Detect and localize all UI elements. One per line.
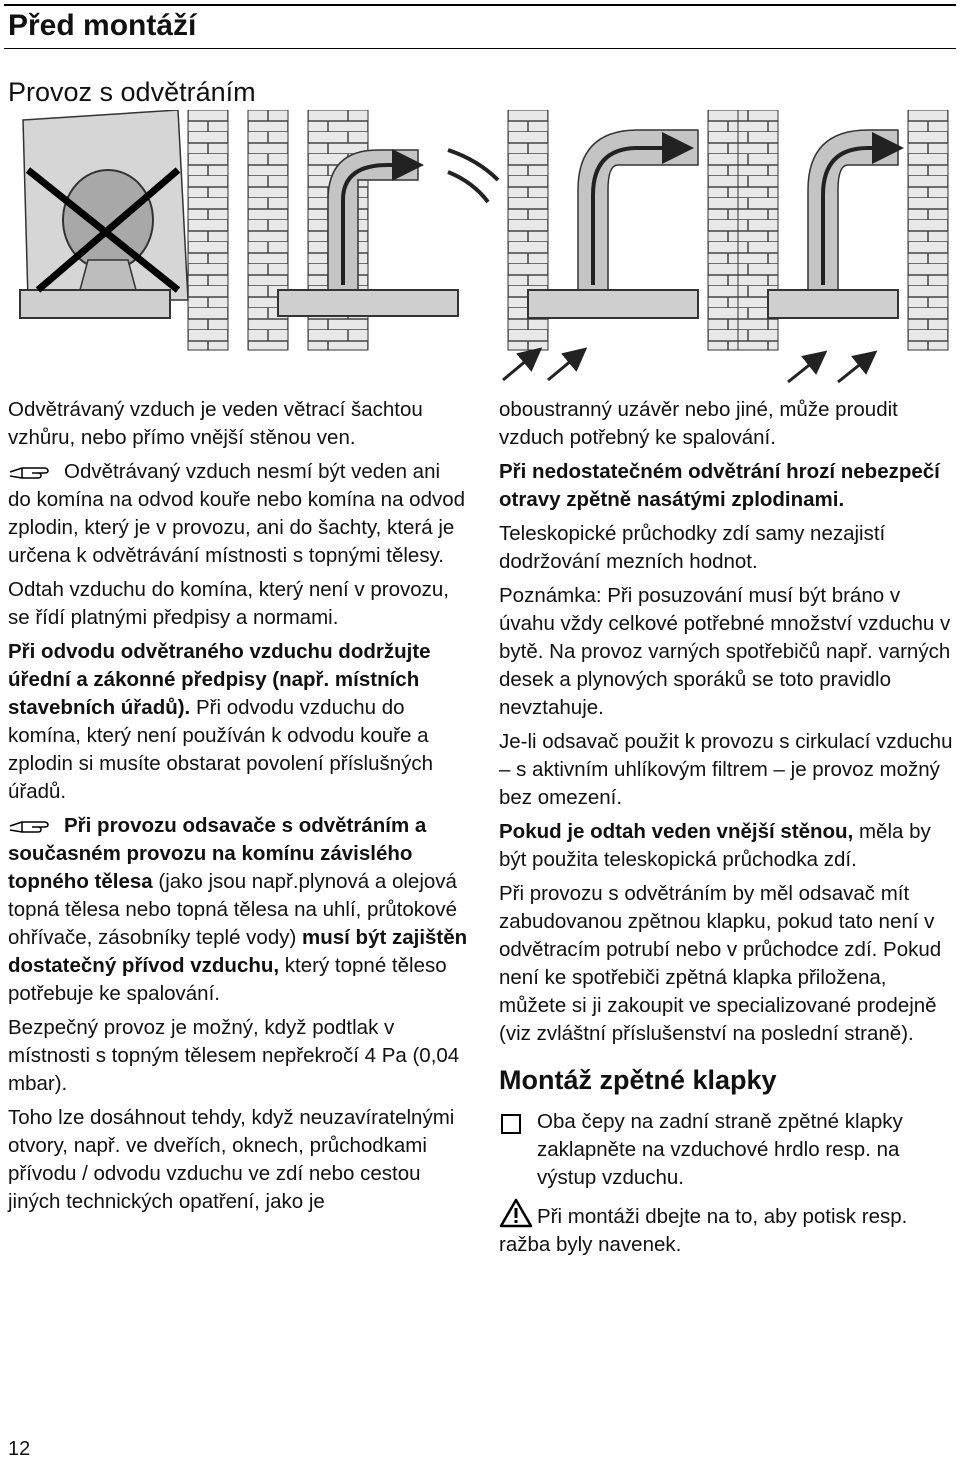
panel-wall-exit [278,110,498,350]
bold-paragraph: Při nedostatečném odvětrání hrozí nebezpečí otravy zpětně nasátými zplodinami. [499,460,940,511]
section-title: Provoz s odvětráním [8,77,256,107]
paragraph-text: který topné těleso potřebuje ke spalování. [8,954,447,1005]
top-rule [4,4,956,6]
right-column [499,396,954,1265]
panel-shaft-up [738,110,948,382]
paragraph-text: měla by být použita teleskopická průchodka zdí. [499,820,931,871]
bold-text: Pokud je odtah veden vnější stěnou, [499,820,854,843]
paragraph: Bezpečný provoz je možný, když podtlak v místnosti s topným tělesem nepřekročí 4 Pa (0,04 mbar). [8,1016,460,1095]
paragraph: Je-li odsavač použit k provozu s cirkulací vzduchu – s aktivním uhlíkovým filtrem – je provoz možný bez omezení. [499,730,953,809]
paragraph: Toho lze dosáhnout tehdy, když neuzavíratelnými otvory, např. ve dveřích, oknech, průchodkami přívodu / odvodu vzduchu ve zdí nebo cestou jiných technických opatření, jako je [8,1106,455,1213]
paragraph: Odtah vzduchu do komína, který není v provozu, se řídí platnými předpisy a normami. [8,578,449,629]
bold-text: Při odvodu odvětraného vzduchu dodržujte úřední a zákonné předpisy (např. místních stavebních úřadů). [8,640,431,719]
paragraph [499,818,954,874]
pointing-hand-icon [8,816,52,836]
paragraph-text: Při odvodu vzduchu do komína, který není používán k odvodu kouře a zplodin si musíte obstarat povolení příslušných úřadů. [8,696,434,803]
bold-text: musí být zajištěn dostatečný přívod vzduchu, [8,926,468,977]
warning-note [499,1198,954,1259]
hand-note [8,812,468,1008]
subsection-heading: Montáž zpětné klapky [499,1065,777,1095]
title-rule [4,48,956,49]
panel-chimney-up [503,110,748,380]
panel-forbidden [20,110,288,350]
page-title: Před montáží [8,9,197,42]
checkbox-icon [501,1114,521,1134]
paragraph: oboustranný uzávěr nebo jiné, může proudit vzduch potřebný ke spalování. [499,398,898,449]
page-number: 12 [8,1438,31,1460]
checklist-text: Oba čepy na zadní straně zpětné klapky zaklapněte na vzduchové hrdlo resp. na výstup vzduchu. [537,1110,903,1189]
ventilation-illustration [8,110,956,390]
paragraph-text: (jako jsou např.plynová a olejová topná tělesa nebo topná tělesa na uhlí, průtokové ohřívače, zásobníky teplé vody) [8,870,458,949]
paragraph: Při provozu s odvětráním by měl odsavač mít zabudovanou zpětnou klapku, pokud tato není v odvětracím potrubí nebo v průchodce zdí. Pokud není ke spotřebiči zpětná klapka přiložena, můžete si ji zakoupit ve specializované prodejně (viz zvláštní příslušenství na poslední straně). [499,882,942,1045]
left-column [8,396,468,1222]
paragraph: Poznámka: Při posuzování musí být bráno v úvahu vždy celkové potřebné množství vzduchu v bytě. Na provoz varných spotřebičů např. varných desek a plynových sporáků se toto pravidlo nevztahuje. [499,584,951,719]
paragraph: Odvětrávaný vzduch je veden větrací šachtou vzhůru, nebo přímo vnější stěnou ven. [8,398,423,449]
paragraph-text: Odvětrávaný vzduch nesmí být veden ani do komína na odvod kouře nebo komína na odvod zplodin, který je v provozu, ani do šachty, která je určena k odvětrávání místnosti s topnými tělesy. [8,460,466,567]
checklist-item [499,1108,954,1192]
warning-text: Při montáži dbejte na to, aby potisk resp. ražba byly navenek. [499,1205,908,1256]
paragraph: Teleskopické průchodky zdí samy nezajistí dodržování mezních hodnot. [499,522,886,573]
warning-triangle-icon [499,1198,533,1228]
pointing-hand-icon [8,462,52,482]
paragraph [8,638,468,806]
hand-note [8,458,468,570]
bold-text: Při provozu odsavače s odvětráním a současném provozu na komínu závislého topného tělesa [8,814,427,893]
